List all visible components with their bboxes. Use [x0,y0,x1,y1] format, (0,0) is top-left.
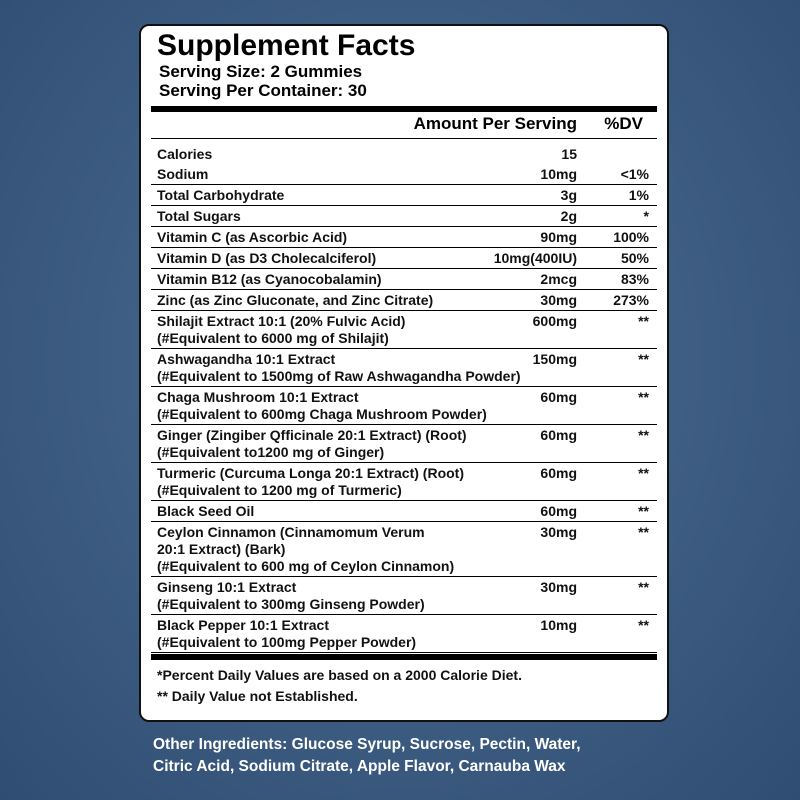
nutrient-name [157,146,597,163]
nutrient-dv: ** [638,465,649,481]
nutrient-name-line: Ashwagandha 10:1 Extract [157,351,336,367]
nutrient-row [151,248,657,269]
nutrient-name [157,389,597,423]
nutrient-name [157,524,597,575]
nutrient-row [151,615,657,653]
nutrient-amount: 60mg [540,465,577,481]
nutrient-name-line: Zinc (as Zinc Gluconate, and Zinc Citrate) [157,292,434,308]
nutrient-name-line: Ceylon Cinnamon (Cinnamomum Verum [157,524,425,540]
nutrient-name-line: 20:1 Extract) (Bark) [157,541,286,557]
nutrient-row [151,349,657,387]
nutrient-name-line: Shilajit Extract 10:1 (20% Fulvic Acid) [157,313,406,329]
nutrient-dv: ** [638,617,649,633]
nutrient-amount: 2g [560,208,577,224]
nutrient-name-line: Ginseng 10:1 Extract [157,579,297,595]
facts-header-row [151,112,657,139]
nutrient-amount: 10mg [540,166,577,182]
nutrient-name [157,351,597,385]
nutrient-name-line: (#Equivalent to 1200 mg of Turmeric) [157,482,402,498]
nutrient-name [157,465,597,499]
nutrient-row [151,269,657,290]
nutrient-row [151,164,657,185]
other-ingredients-line: Citric Acid, Sodium Citrate, Apple Flavor, Carnauba Wax [153,758,566,775]
nutrient-name-line: (#Equivalent to 1500mg of Raw Ashwagandha Powder) [157,368,521,384]
nutrient-amount: 150mg [532,351,577,367]
nutrient-name [157,503,597,520]
amount-per-serving-header: Amount Per Serving [413,114,577,133]
nutrient-dv: <1% [620,166,649,182]
nutrient-name-line: (#Equivalent to1200 mg of Ginger) [157,444,385,460]
nutrient-dv: ** [638,351,649,367]
footnote-not-established: ** Daily Value not Established. [157,688,358,704]
nutrient-amount: 60mg [540,503,577,519]
nutrient-dv: * [643,208,649,224]
nutrient-name-line: (#Equivalent to 6000 mg of Shilajit) [157,330,389,346]
nutrient-amount: 3g [560,187,577,203]
nutrient-amount: 600mg [532,313,577,329]
supplement-facts-panel [139,24,669,722]
nutrient-name-line: (#Equivalent to 600 mg of Ceylon Cinnamon) [157,558,455,574]
nutrient-name [157,229,597,246]
nutrient-name [157,313,597,347]
nutrient-rows [151,139,657,653]
nutrient-dv: ** [638,313,649,329]
other-ingredients [153,734,633,778]
nutrient-name-line: Ginger (Zingiber Qfficinale 20:1 Extract) (Root) [157,427,467,443]
nutrient-name-line: (#Equivalent to 300mg Ginseng Powder) [157,596,425,612]
nutrient-amount: 30mg [540,524,577,540]
nutrient-name-line: Turmeric (Curcuma Longa 20:1 Extract) (Root) [157,465,465,481]
dv-header: %DV [604,114,643,133]
nutrient-name [157,187,597,204]
nutrient-name-line: Black Pepper 10:1 Extract [157,617,329,633]
nutrient-row [151,387,657,425]
nutrient-row [151,463,657,501]
nutrient-dv: 100% [613,229,649,245]
nutrient-name-line: (#Equivalent to 600mg Chaga Mushroom Powder) [157,406,487,422]
nutrient-dv: 83% [620,271,649,287]
footnotes [151,660,657,707]
nutrient-name [157,166,597,183]
nutrient-name [157,427,597,461]
nutrient-name [157,292,597,309]
nutrient-name [157,271,597,288]
nutrient-amount: 15 [561,146,577,162]
nutrient-amount: 60mg [540,389,577,405]
nutrient-name-line: Total Carbohydrate [157,187,285,203]
nutrient-row [151,139,657,164]
nutrient-amount: 30mg [540,579,577,595]
nutrient-name [157,579,597,613]
nutrient-amount: 30mg [540,292,577,308]
nutrient-dv: 50% [620,250,649,266]
nutrient-name-line: Sodium [157,166,209,182]
nutrient-amount: 2mcg [540,271,577,287]
nutrient-name [157,208,597,225]
nutrient-row [151,185,657,206]
nutrient-name [157,617,597,651]
nutrient-row [151,522,657,577]
nutrient-name-line: Total Sugars [157,208,241,224]
nutrient-dv: 273% [613,292,649,308]
footnote-dv: *Percent Daily Values are based on a 2000 Calorie Diet. [157,667,522,683]
facts-title: Supplement Facts [157,29,416,62]
servings-per-container: Serving Per Container: 30 [159,81,367,100]
nutrient-name-line: (#Equivalent to 100mg Pepper Powder) [157,634,417,650]
nutrient-row [151,577,657,615]
nutrient-dv: ** [638,579,649,595]
nutrient-name-line: Calories [157,146,213,162]
nutrient-dv: ** [638,427,649,443]
nutrient-row [151,311,657,349]
nutrient-row [151,501,657,522]
other-ingredients-line: Other Ingredients: Glucose Syrup, Sucrose, Pectin, Water, [153,736,581,753]
nutrient-row [151,206,657,227]
nutrient-row [151,425,657,463]
nutrient-name-line: Black Seed Oil [157,503,255,519]
nutrient-row [151,290,657,311]
serving-size: Serving Size: 2 Gummies [159,62,363,81]
nutrient-row [151,227,657,248]
nutrient-amount: 90mg [540,229,577,245]
nutrient-dv: ** [638,389,649,405]
nutrient-name-line: Vitamin C (as Ascorbic Acid) [157,229,348,245]
nutrient-dv: ** [638,524,649,540]
nutrient-amount: 10mg [540,617,577,633]
nutrient-name-line: Vitamin D (as D3 Cholecalciferol) [157,250,377,266]
nutrient-amount: 60mg [540,427,577,443]
nutrient-dv: ** [638,503,649,519]
nutrient-amount: 10mg(400IU) [493,250,577,266]
nutrient-name-line: Vitamin B12 (as Cyanocobalamin) [157,271,382,287]
nutrient-dv: 1% [628,187,649,203]
nutrient-name-line: Chaga Mushroom 10:1 Extract [157,389,359,405]
